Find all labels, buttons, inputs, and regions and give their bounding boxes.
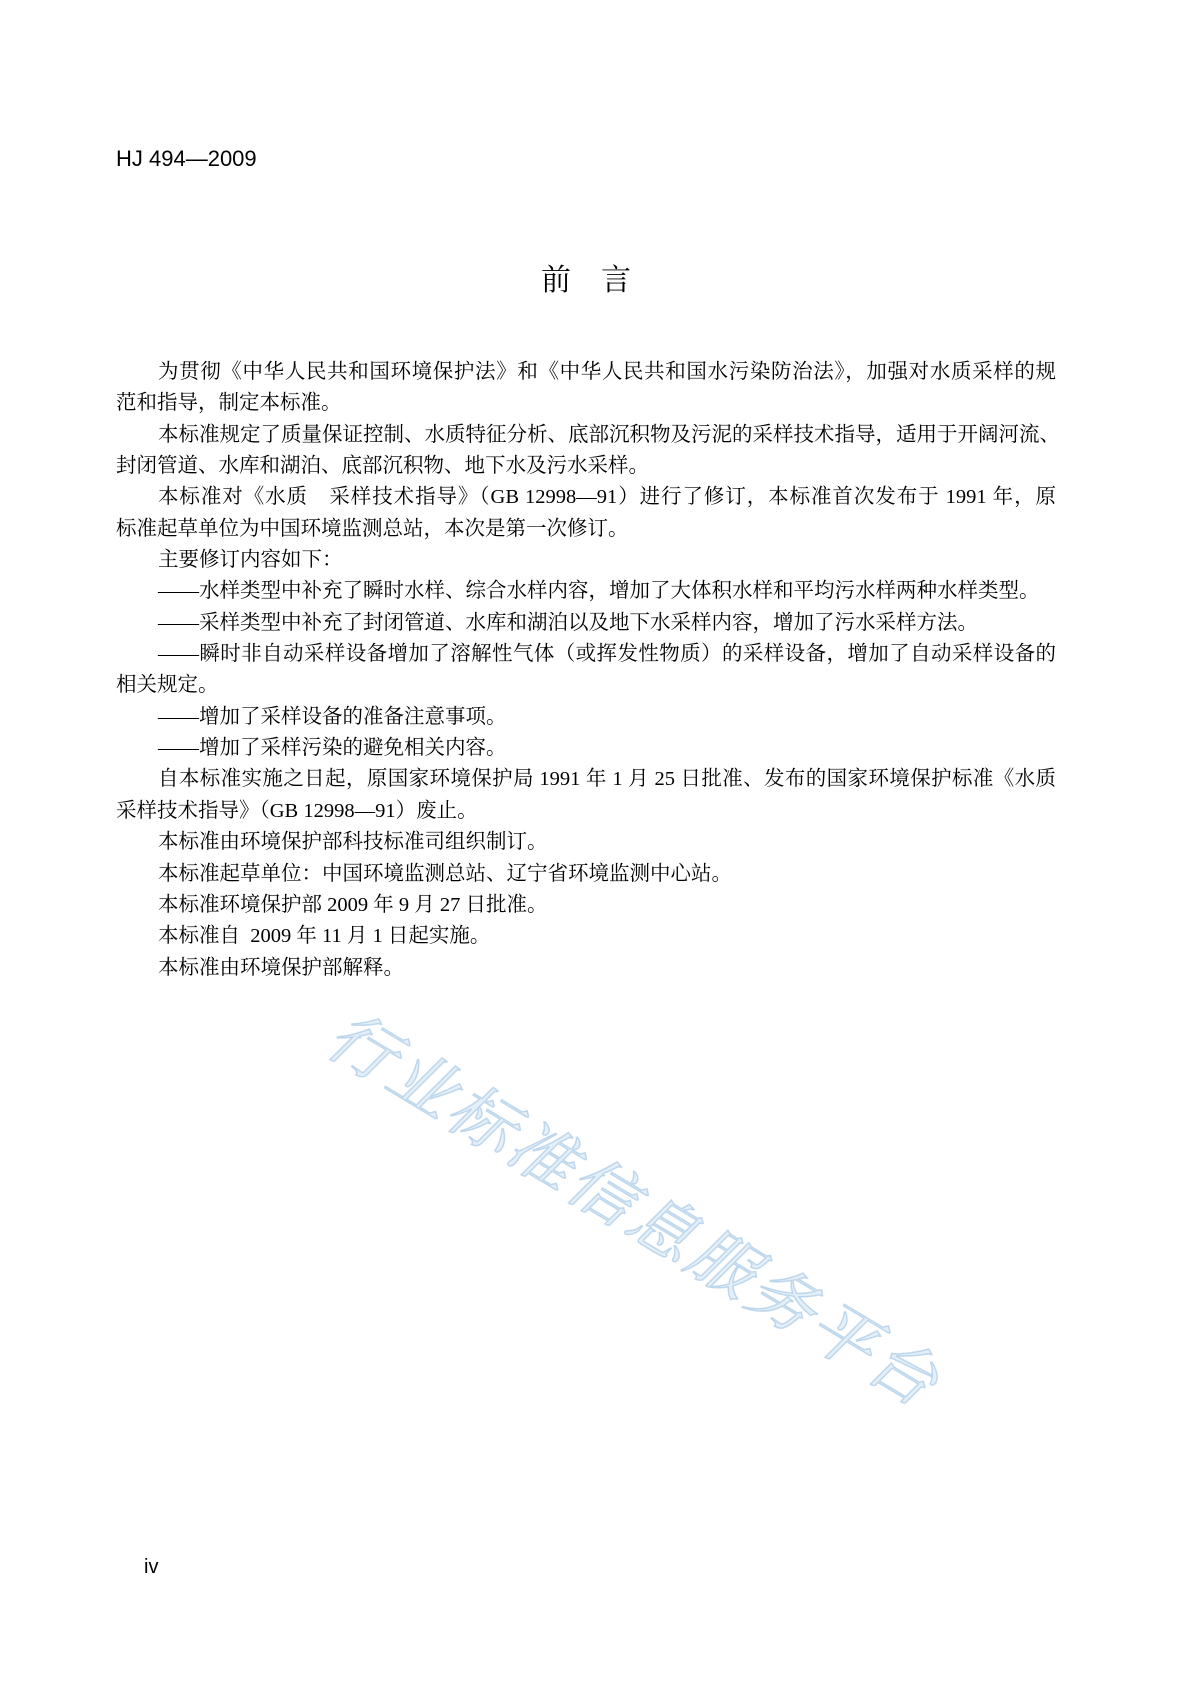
document-code: HJ 494—2009 xyxy=(116,146,257,171)
paragraph-line: 封闭管道、水库和湖泊、底部沉积物、地下水及污水采样。 xyxy=(116,455,649,478)
revision-item xyxy=(116,576,1056,607)
preface-paragraph xyxy=(116,420,1060,483)
paragraph-line: 主要修订内容如下： xyxy=(158,549,343,572)
paragraph-line: ——瞬时非自动采样设备增加了溶解性气体（或挥发性物质）的采样设备，增加了自动采样设备的 xyxy=(158,643,1056,666)
paragraph-line: 本标准环境保护部 2009 年 9 月 27 日批准。 xyxy=(158,893,548,916)
page-number: iv xyxy=(144,1556,159,1578)
revision-item xyxy=(116,608,1056,639)
paragraph-line: 本标准对《水质 采样技术指导》（GB 12998—91）进行了修订，本标准首次发布于 1991 年，原 xyxy=(158,486,1056,509)
preface-paragraph xyxy=(116,482,1056,545)
watermark: 行业标准信息服务平台 xyxy=(314,996,954,1424)
preface-body xyxy=(116,357,1060,984)
paragraph-line: ——增加了采样设备的准备注意事项。 xyxy=(158,705,507,728)
paragraph-line: 标准起草单位为中国环境监测总站，本次是第一次修订。 xyxy=(116,517,629,540)
paragraph-line: 为贯彻《中华人民共和国环境保护法》和《中华人民共和国水污染防治法》，加强对水质采样的规 xyxy=(158,361,1056,383)
preface-paragraph xyxy=(116,545,1056,576)
paragraph-line: 本标准规定了质量保证控制、水质特征分析、底部沉积物及污泥的采样技术指导，适用于开阔河流、 xyxy=(158,423,1060,446)
preface-paragraph xyxy=(116,890,1056,921)
preface-paragraph xyxy=(116,859,1056,890)
paragraph-line: 本标准由环境保护部解释。 xyxy=(158,956,404,979)
paragraph-line: ——水样类型中补充了瞬时水样、综合水样内容，增加了大体积水样和平均污水样两种水样类型。 xyxy=(158,580,1040,603)
page-title: 前 言 xyxy=(541,263,631,298)
paragraph-line: 采样技术指导》（GB 12998—91）废止。 xyxy=(116,799,478,822)
paragraph-line: ——采样类型中补充了封闭管道、水库和湖泊以及地下水采样内容，增加了污水采样方法。 xyxy=(158,611,978,634)
preface-paragraph xyxy=(116,921,1056,952)
paragraph-line: 相关规定。 xyxy=(116,674,219,697)
preface-paragraph xyxy=(116,953,1056,984)
paragraph-line: 范和指导，制定本标准。 xyxy=(116,392,342,415)
revision-item xyxy=(116,702,1056,733)
revision-item xyxy=(116,733,1056,764)
preface-paragraph xyxy=(116,764,1056,827)
paragraph-line: 本标准起草单位：中国环境监测总站、辽宁省环境监测中心站。 xyxy=(158,862,732,885)
preface-paragraph xyxy=(116,357,1056,420)
paragraph-line: ——增加了采样污染的避免相关内容。 xyxy=(158,737,507,760)
revision-item xyxy=(116,639,1056,702)
paragraph-line: 本标准由环境保护部科技标准司组织制订。 xyxy=(158,831,548,854)
paragraph-line: 本标准自 2009 年 11 月 1 日起实施。 xyxy=(158,925,491,948)
paragraph-line: 自本标准实施之日起，原国家环境保护局 1991 年 1 月 25 日批准、发布的国家环境保护标准《水质 xyxy=(158,768,1056,791)
preface-paragraph xyxy=(116,827,1056,858)
